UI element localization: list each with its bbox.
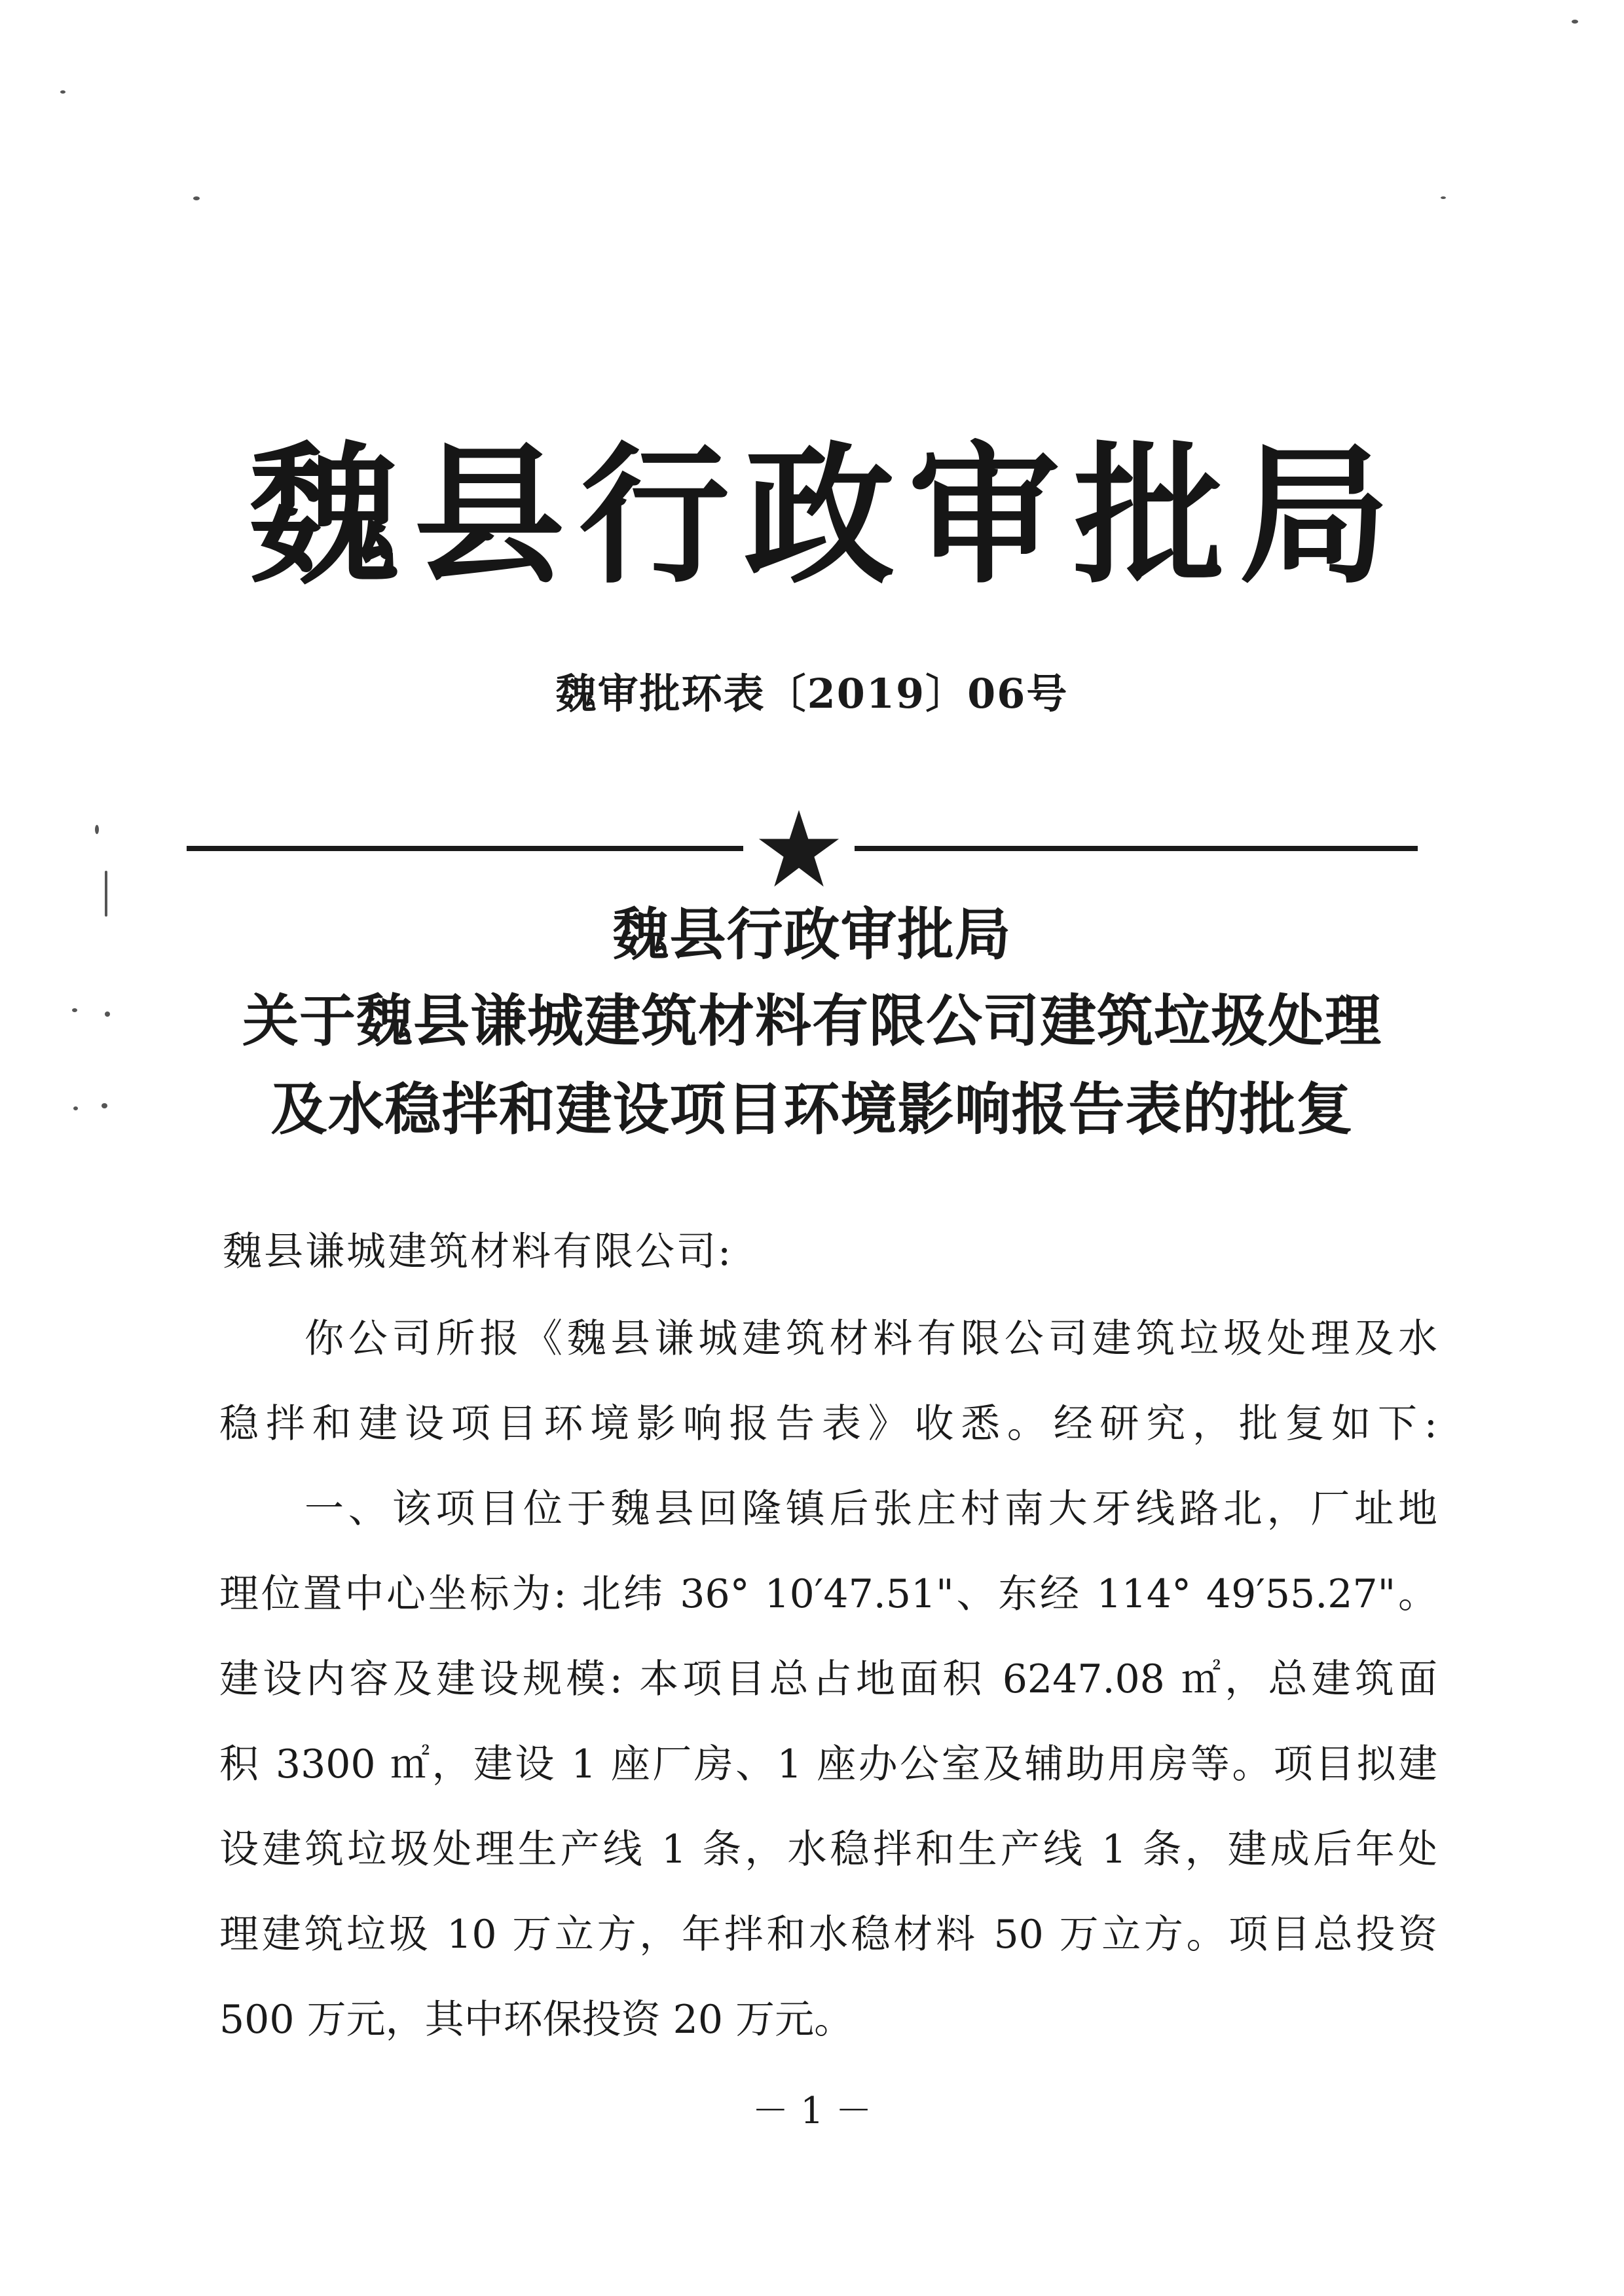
document-number: 魏审批环表〔2019〕06号 xyxy=(555,670,1069,718)
scan-speck xyxy=(105,1011,110,1017)
scan-speck xyxy=(95,825,99,834)
paragraph2-line: 建设内容及建设规模: 本项目总占地面积 6247.08 ㎡，总建筑面 xyxy=(219,1656,1437,1702)
paragraph2-line: 设建筑垃圾处理生产线 1 条，水稳拌和生产线 1 条，建成后年处 xyxy=(219,1827,1437,1872)
paragraph2-line: 理建筑垃圾 10 万立方，年拌和水稳材料 50 万立方。项目总投资 xyxy=(219,1912,1437,1958)
paragraph2-line: 积 3300 ㎡，建设 1 座厂房、1 座办公室及辅助用房等。项目拟建 xyxy=(219,1741,1437,1787)
paragraph1-line: 稳拌和建设项目环境影响报告表》收悉。经研究，批复如下: xyxy=(219,1401,1437,1447)
paragraph1-line: 你公司所报《魏县谦城建筑材料有限公司建筑垃圾处理及水 xyxy=(304,1316,1437,1362)
scan-speck xyxy=(105,871,107,917)
scan-speck xyxy=(72,1008,77,1012)
scan-speck xyxy=(73,1106,78,1110)
title-line-2: 关于魏县谦城建筑材料有限公司建筑垃圾处理 xyxy=(242,989,1382,1054)
addressee: 魏县谦城建筑材料有限公司: xyxy=(223,1229,733,1275)
scan-speck xyxy=(193,196,200,200)
header-rule-left xyxy=(187,846,743,851)
page-number: － 1 － xyxy=(752,2090,872,2132)
scan-speck xyxy=(1441,196,1446,199)
agency-letterhead: 魏县行政审批局 xyxy=(249,429,1405,604)
star-icon xyxy=(756,807,841,892)
scan-speck xyxy=(60,90,65,94)
paragraph2-line: 500 万元，其中环保投资 20 万元。 xyxy=(219,1997,854,2043)
title-line-1: 魏县行政审批局 xyxy=(612,902,1012,968)
header-rule-right xyxy=(855,846,1418,851)
paragraph2-line: 一、该项目位于魏县回隆镇后张庄村南大牙线路北，厂址地 xyxy=(304,1486,1437,1532)
title-line-3: 及水稳拌和建设项目环境影响报告表的批复 xyxy=(270,1077,1354,1142)
scan-speck xyxy=(101,1103,107,1108)
scan-speck xyxy=(1572,20,1578,24)
paragraph2-line: 理位置中心坐标为: 北纬 36° 10′47.51"、东经 114° 49′55.27"。 xyxy=(219,1571,1437,1617)
